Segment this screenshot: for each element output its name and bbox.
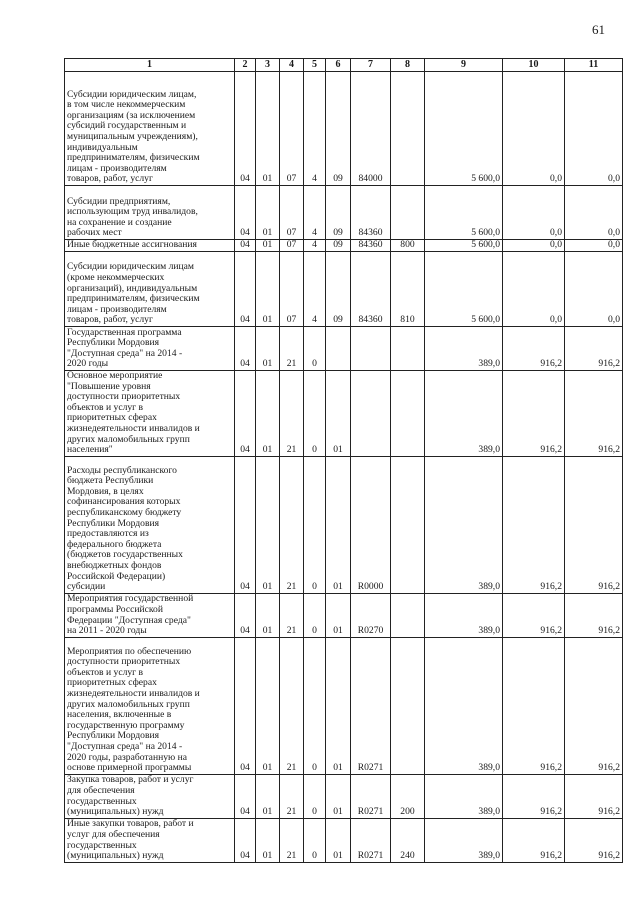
cell-col-3: 01 [256, 72, 280, 186]
cell-col-8 [391, 637, 425, 774]
cell-col-7 [351, 371, 391, 457]
cell-col-6: 09 [326, 72, 351, 186]
row-name [65, 240, 235, 252]
column-header: 9 [425, 59, 503, 72]
cell-col-6: 01 [326, 637, 351, 774]
cell-col-8: 200 [391, 774, 425, 818]
row-name-text: Мероприятия по обеспечению доступности приоритетных объектов и услуг в приоритетных сферах жизнедеятельности инвалидов и других маломобильных групп населения, включенные в государственную программу Республики Мордовия "Доступная среда" на 2014 - 2020 годы, разработанную на основе примерной программы [67, 645, 200, 774]
cell-col-9: 5 600,0 [425, 72, 503, 186]
cell-col-9: 5 600,0 [425, 252, 503, 327]
table-row [65, 327, 623, 371]
cell-col-7 [351, 327, 391, 371]
cell-col-11: 916,2 [565, 774, 623, 818]
table-row [65, 371, 623, 457]
table-row [65, 774, 623, 818]
cell-col-4: 21 [280, 593, 304, 637]
table-row [65, 252, 623, 327]
cell-col-9: 5 600,0 [425, 240, 503, 252]
cell-col-6: 01 [326, 456, 351, 593]
header-row [65, 59, 623, 72]
cell-col-7: R0271 [351, 818, 391, 862]
cell-col-9: 389,0 [425, 637, 503, 774]
cell-col-4: 07 [280, 72, 304, 186]
cell-col-8: 240 [391, 818, 425, 862]
cell-col-9: 389,0 [425, 371, 503, 457]
cell-col-10: 916,2 [503, 774, 565, 818]
row-name-text: Государственная программа Республики Мордовия "Доступная среда" на 2014 - 2020 годы [67, 326, 183, 370]
table-row [65, 637, 623, 774]
row-name [65, 371, 235, 457]
row-name [65, 252, 235, 327]
table-row [65, 818, 623, 862]
cell-col-3: 01 [256, 371, 280, 457]
row-name-text: Расходы республиканского бюджета Республики Мордовия, в целях софинансирования которых республиканскому бюджету Республики Мордовия предоставляются из федерального бюджета (бюджетов государственных внебюджетных фондов Российской Федерации) субсидии [67, 464, 183, 593]
cell-col-10: 0,0 [503, 252, 565, 327]
budget-table [64, 58, 623, 863]
cell-col-11: 0,0 [565, 240, 623, 252]
row-name [65, 637, 235, 774]
cell-col-11: 916,2 [565, 371, 623, 457]
cell-col-6 [326, 327, 351, 371]
cell-col-11: 916,2 [565, 456, 623, 593]
cell-col-10: 916,2 [503, 637, 565, 774]
cell-col-8 [391, 72, 425, 186]
cell-col-4: 21 [280, 637, 304, 774]
cell-col-5: 0 [304, 456, 326, 593]
cell-col-11: 0,0 [565, 72, 623, 186]
column-header: 8 [391, 59, 425, 72]
cell-col-8 [391, 456, 425, 593]
cell-col-6: 09 [326, 186, 351, 240]
row-name [65, 818, 235, 862]
column-header: 4 [280, 59, 304, 72]
cell-col-4: 21 [280, 818, 304, 862]
cell-col-2: 04 [235, 774, 256, 818]
cell-col-5: 0 [304, 774, 326, 818]
cell-col-2: 04 [235, 240, 256, 252]
cell-col-8 [391, 327, 425, 371]
cell-col-4: 21 [280, 371, 304, 457]
cell-col-8 [391, 186, 425, 240]
cell-col-10: 0,0 [503, 240, 565, 252]
cell-col-9: 389,0 [425, 774, 503, 818]
row-name [65, 593, 235, 637]
cell-col-6: 01 [326, 818, 351, 862]
cell-col-7: 84360 [351, 186, 391, 240]
row-name [65, 186, 235, 240]
cell-col-5: 0 [304, 637, 326, 774]
cell-col-8: 800 [391, 240, 425, 252]
row-name-text: Мероприятия государственной программы Российской Федерации "Доступная среда" на 2011 - 2020 годы [67, 593, 194, 637]
column-header: 1 [65, 59, 235, 72]
cell-col-2: 04 [235, 637, 256, 774]
cell-col-7: 84360 [351, 252, 391, 327]
cell-col-3: 01 [256, 637, 280, 774]
row-name [65, 72, 235, 186]
cell-col-6: 09 [326, 240, 351, 252]
cell-col-6: 09 [326, 252, 351, 327]
cell-col-5: 0 [304, 593, 326, 637]
cell-col-3: 01 [256, 593, 280, 637]
cell-col-7: R0271 [351, 774, 391, 818]
cell-col-4: 07 [280, 240, 304, 252]
cell-col-9: 5 600,0 [425, 186, 503, 240]
table-row [65, 456, 623, 593]
table-row [65, 593, 623, 637]
cell-col-4: 07 [280, 252, 304, 327]
column-header: 5 [304, 59, 326, 72]
cell-col-10: 916,2 [503, 456, 565, 593]
cell-col-10: 916,2 [503, 327, 565, 371]
cell-col-4: 21 [280, 456, 304, 593]
cell-col-3: 01 [256, 252, 280, 327]
cell-col-2: 04 [235, 186, 256, 240]
cell-col-5: 4 [304, 240, 326, 252]
table-row [65, 186, 623, 240]
row-name [65, 327, 235, 371]
cell-col-10: 916,2 [503, 371, 565, 457]
cell-col-11: 916,2 [565, 593, 623, 637]
cell-col-7: 84000 [351, 72, 391, 186]
row-name-text: Иные закупки товаров, работ и услуг для обеспечения государственных (муниципальных) нужд [67, 818, 194, 862]
cell-col-7: 84360 [351, 240, 391, 252]
cell-col-2: 04 [235, 371, 256, 457]
cell-col-6: 01 [326, 593, 351, 637]
cell-col-8 [391, 593, 425, 637]
row-name [65, 456, 235, 593]
cell-col-7: R0270 [351, 593, 391, 637]
cell-col-2: 04 [235, 456, 256, 593]
row-name-text: Иные бюджетные ассигнования [67, 239, 197, 251]
cell-col-5: 4 [304, 72, 326, 186]
row-name-text: Субсидии юридическим лицам, в том числе некоммерческим организациям (за исключением субсидий государственным и муниципальным учреждениям), индивидуальным предпринимателям, физическим лицам - производителям товаров, работ, услуг [67, 88, 200, 185]
cell-col-5: 0 [304, 327, 326, 371]
cell-col-3: 01 [256, 186, 280, 240]
cell-col-5: 0 [304, 371, 326, 457]
cell-col-4: 21 [280, 774, 304, 818]
cell-col-7: R0000 [351, 456, 391, 593]
table-body [65, 72, 623, 863]
cell-col-3: 01 [256, 327, 280, 371]
cell-col-10: 916,2 [503, 818, 565, 862]
cell-col-2: 04 [235, 818, 256, 862]
cell-col-2: 04 [235, 327, 256, 371]
cell-col-5: 4 [304, 252, 326, 327]
column-header: 3 [256, 59, 280, 72]
cell-col-4: 07 [280, 186, 304, 240]
cell-col-9: 389,0 [425, 327, 503, 371]
cell-col-3: 01 [256, 240, 280, 252]
cell-col-5: 0 [304, 818, 326, 862]
cell-col-10: 0,0 [503, 186, 565, 240]
column-header: 11 [565, 59, 623, 72]
cell-col-9: 389,0 [425, 593, 503, 637]
row-name-text: Субсидии юридическим лицам (кроме некоммерческих организаций), индивидуальным предпринимателям, физическим лицам - производителям товаров, работ, услуг [67, 261, 200, 326]
cell-col-10: 916,2 [503, 593, 565, 637]
cell-col-11: 0,0 [565, 252, 623, 327]
cell-col-4: 21 [280, 327, 304, 371]
cell-col-2: 04 [235, 593, 256, 637]
row-name-text: Основное мероприятие "Повышение уровня доступности приоритетных объектов и услуг в приоритетных сферах жизнедеятельности инвалидов и других маломобильных групп населения" [67, 370, 200, 456]
cell-col-5: 4 [304, 186, 326, 240]
cell-col-6: 01 [326, 371, 351, 457]
cell-col-9: 389,0 [425, 818, 503, 862]
cell-col-10: 0,0 [503, 72, 565, 186]
cell-col-2: 04 [235, 72, 256, 186]
column-header: 7 [351, 59, 391, 72]
cell-col-8: 810 [391, 252, 425, 327]
cell-col-11: 916,2 [565, 327, 623, 371]
table-row [65, 72, 623, 186]
cell-col-11: 916,2 [565, 818, 623, 862]
cell-col-11: 0,0 [565, 186, 623, 240]
cell-col-9: 389,0 [425, 456, 503, 593]
column-header: 2 [235, 59, 256, 72]
cell-col-6: 01 [326, 774, 351, 818]
cell-col-3: 01 [256, 456, 280, 593]
column-header: 10 [503, 59, 565, 72]
row-name-text: Субсидии предприятиям, использующим труд инвалидов, на сохранение и создание рабочих мест [67, 195, 198, 239]
cell-col-11: 916,2 [565, 637, 623, 774]
cell-col-3: 01 [256, 774, 280, 818]
cell-col-3: 01 [256, 818, 280, 862]
page-number: 61 [592, 22, 605, 37]
cell-col-8 [391, 371, 425, 457]
column-header: 6 [326, 59, 351, 72]
cell-col-2: 04 [235, 252, 256, 327]
row-name [65, 774, 235, 818]
cell-col-7: R0271 [351, 637, 391, 774]
row-name-text: Закупка товаров, работ и услуг для обеспечения государственных (муниципальных) нужд [67, 774, 194, 818]
table-row [65, 240, 623, 252]
